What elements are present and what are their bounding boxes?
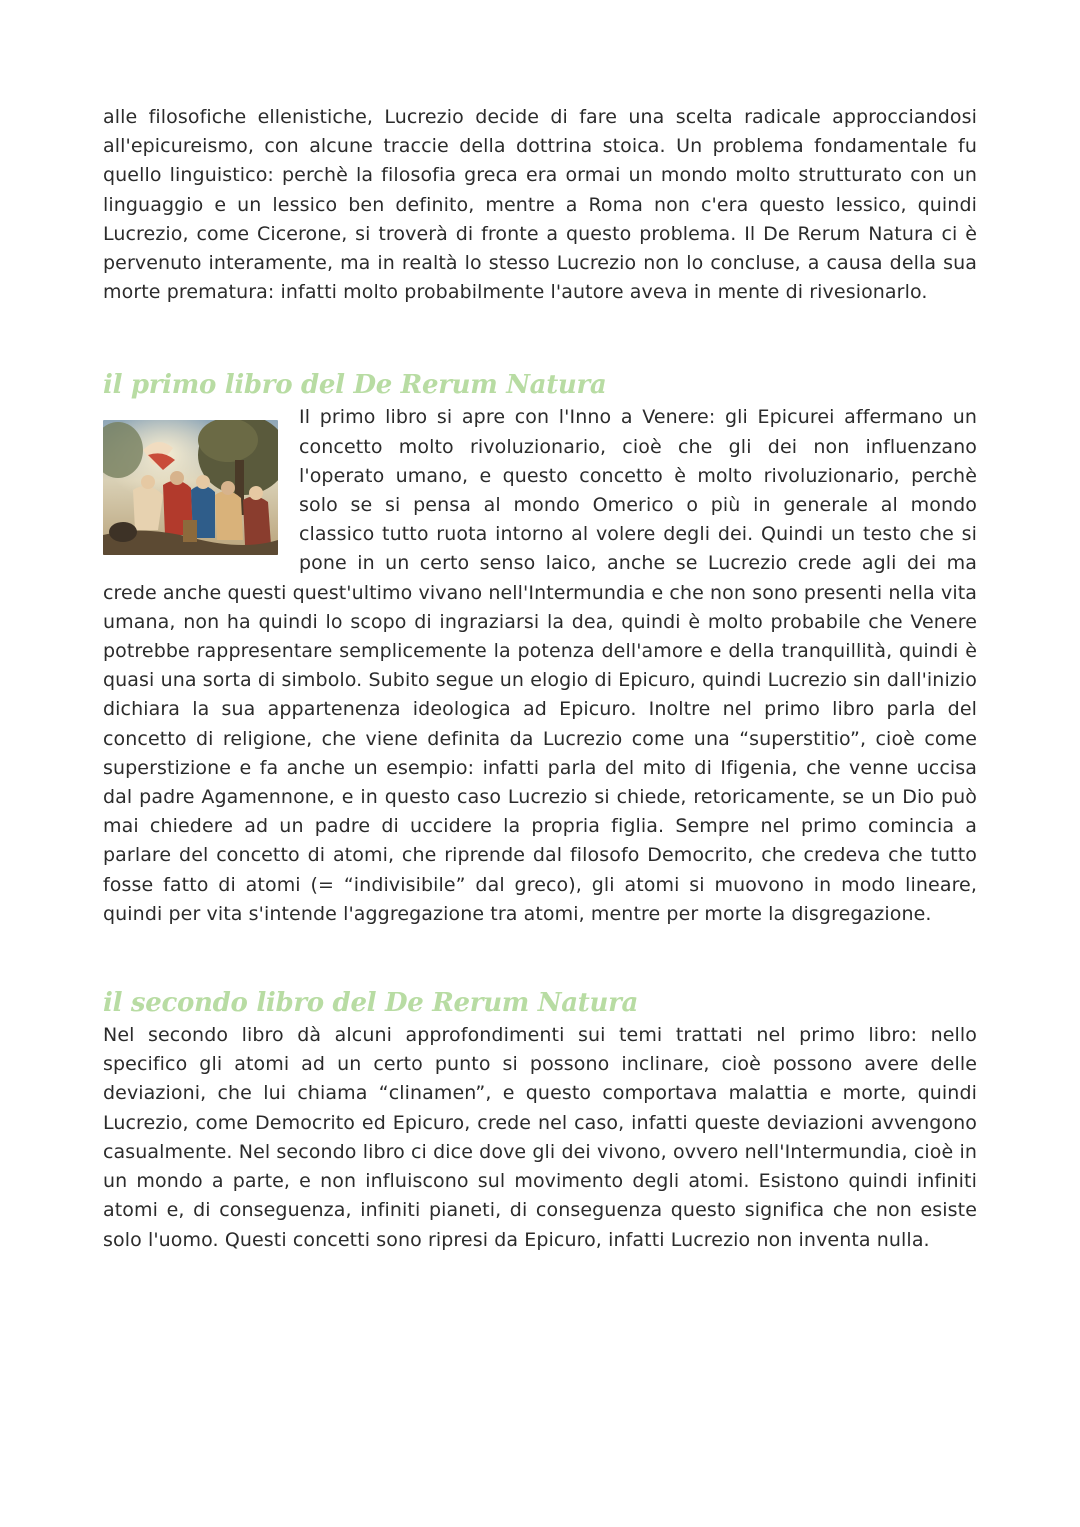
document-page — [103, 103, 977, 1255]
section-2-heading: il secondo libro del De Rerum Natura — [103, 988, 639, 1019]
section-2-paragraph: Nel secondo libro dà alcuni approfondimenti sui temi trattati nel primo libro: nello specifico gli atomi ad un certo punto si possono inclinare, cioè possono avere delle deviazioni, che lui chiama “clinamen”, e questo comportava malattia e morte, quindi Lucrezio, come Democrito ed Epicuro, crede nel caso, infatti queste deviazioni avvengono casualmente. Nel secondo libro ci dice dove gli dei vivono, ovvero nell'Intermundia, cioè in un mondo a parte, e non influiscono sul movimento degli atomi. Esistono quindi infiniti atomi e, di conseguenza, infiniti pianeti, di conseguenza questo significa che non esiste solo l'uomo. Questi concetti sono ripresi da Epicuro, infatti Lucrezio non inventa nulla. — [103, 1024, 977, 1251]
intro-paragraph: alle filosofiche ellenistiche, Lucrezio decide di fare una scelta radicale approcciandosi all'epicureismo, con alcune traccie della dottrina stoica. Un problema fondamentale fu quello linguistico: perchè la filosofia greca era ormai un mondo molto strutturato con un linguaggio e un lessico ben definito, mentre a Roma non c'era questo lessico, quindi Lucrezio, come Cicerone, si troverà di fronte a questo problema. Il De Rerum Natura ci è pervenuto interamente, ma in realtà lo stesso Lucrezio non lo concluse, a causa della sua morte prematura: infatti molto probabilmente l'autore aveva in mente di rivesionarlo. — [103, 106, 977, 304]
section-1-paragraph: Il primo libro si apre con l'Inno a Venere: gli Epicurei affermano un concetto molto rivoluzionario, cioè che gli dei non influenzano l'operato umano, e questo concetto è molto rivoluzionario, perchè solo se si pensa al mondo Omerico o più in generale al mondo classico tutto ruota intorno al volere degli dei. Quindi un testo che si pone in un certo senso laico, anche se Lucrezio crede agli dei ma crede anche questi quest'ultimo vivano nell'Intermundia e che non sono presenti nella vita umana, non ha quindi lo scopo di ingraziarsi la dea, quindi è molto probabile che Venere potrebbe rappresentare semplicemente la potenza dell'amore e della tranquillità, quindi è quasi una sorta di simbolo. Subito segue un elogio di Epicuro, quindi Lucrezio sin dall'inizio dichiara la sua appartenenza ideologica ad Epicuro. Inoltre nel primo libro parla del concetto di religione, che viene definita da Lucrezio come una “superstitio”, cioè come superstizione e fa anche un esempio: infatti parla del mito di Ifigenia, che venne uccisa dal padre Agamennone, e in questo caso Lucrezio si chiede, retoricamente, se un Dio può mai chiedere ad un padre di uccidere la propria figlia. Sempre nel primo comincia a parlare del concetto di atomi, che riprende dal filosofo Democrito, che credeva che tutto fosse fatto di atomi (= “indivisibile” dal greco), gli atomi si muovono in modo lineare, quindi per vita s'intende l'aggregazione tra atomi, mentre per morte la disgregazione. — [103, 406, 977, 925]
painting-image — [103, 420, 278, 555]
section-1-heading: il primo libro del De Rerum Natura — [103, 370, 607, 401]
painting-illustration — [103, 420, 278, 555]
